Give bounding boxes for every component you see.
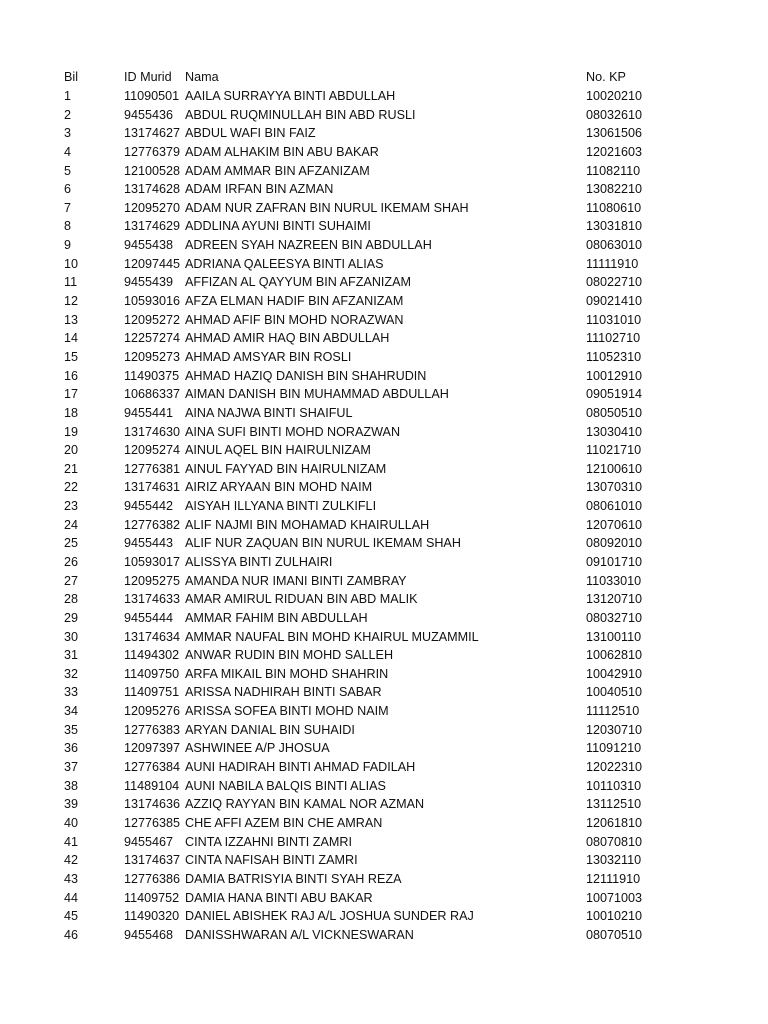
cell-bil: 38: [64, 778, 79, 793]
cell-bil: 16: [64, 368, 79, 383]
cell-id-murid: 12776386: [124, 871, 181, 886]
cell-no-kp: 13061506: [586, 126, 643, 141]
cell-id-murid: 12095272: [124, 312, 181, 327]
cell-no-kp: 11112510: [586, 704, 640, 719]
table-row: [0, 236, 768, 255]
cell-no-kp: 11102710: [586, 331, 641, 346]
cell-nama: CINTA NAFISAH BINTI ZAMRI: [185, 853, 358, 868]
cell-nama: ARISSA NADHIRAH BINTI SABAR: [185, 685, 382, 700]
cell-nama: DAMIA BATRISYIA BINTI SYAH REZA: [185, 871, 402, 886]
table-row: [0, 348, 768, 367]
table-row: [0, 590, 768, 609]
cell-id-murid: 11409751: [124, 685, 180, 700]
cell-no-kp: 10071003: [586, 890, 643, 905]
cell-id-murid: 13174634: [124, 629, 181, 644]
table-row: [0, 609, 768, 628]
cell-bil: 32: [64, 666, 79, 681]
cell-no-kp: 10012910: [586, 368, 643, 383]
header-row: [0, 68, 768, 87]
cell-bil: 6: [64, 182, 72, 197]
cell-bil: 3: [64, 126, 72, 141]
cell-bil: 1: [64, 89, 72, 103]
table-row: [0, 273, 768, 292]
cell-bil: 33: [64, 685, 79, 700]
cell-nama: ADAM IRFAN BIN AZMAN: [185, 182, 334, 197]
table-row: [0, 124, 768, 143]
table-row: [0, 833, 768, 852]
table-row: [0, 367, 768, 386]
table-row: [0, 217, 768, 236]
cell-no-kp: 08032610: [586, 107, 643, 122]
table-row: [0, 441, 768, 460]
table-row: [0, 311, 768, 330]
cell-id-murid: 11490320: [124, 909, 180, 924]
cell-bil: 22: [64, 480, 79, 495]
cell-bil: 42: [64, 853, 79, 868]
cell-nama: ADREEN SYAH NAZREEN BIN ABDULLAH: [185, 238, 432, 253]
table-row: [0, 87, 768, 106]
cell-bil: 36: [64, 741, 79, 756]
cell-nama: ARFA MIKAIL BIN MOHD SHAHRIN: [185, 666, 389, 681]
table-row: [0, 423, 768, 442]
cell-nama: ARISSA SOFEA BINTI MOHD NAIM: [185, 704, 389, 719]
table-row: [0, 889, 768, 908]
cell-nama: ANWAR RUDIN BIN MOHD SALLEH: [185, 648, 394, 663]
cell-nama: AUNI HADIRAH BINTI AHMAD FADILAH: [185, 760, 416, 775]
cell-nama: AIMAN DANISH BIN MUHAMMAD ABDULLAH: [185, 387, 449, 402]
cell-nama: ADAM AMMAR BIN AFZANIZAM: [185, 163, 370, 178]
cell-nama: AMMAR FAHIM BIN ABDULLAH: [185, 610, 368, 625]
cell-bil: 17: [64, 387, 79, 402]
cell-nama: DANISSHWARAN A/L VICKNESWARAN: [185, 927, 414, 942]
cell-id-murid: 9455468: [124, 927, 174, 942]
cell-nama: AUNI NABILA BALQIS BINTI ALIAS: [185, 778, 386, 793]
table-row: [0, 534, 768, 553]
cell-no-kp: 11033010: [586, 573, 642, 588]
cell-no-kp: 08070810: [586, 834, 643, 849]
cell-id-murid: 12095274: [124, 443, 181, 458]
cell-nama: AISYAH ILLYANA BINTI ZULKIFLI: [185, 499, 377, 514]
cell-id-murid: 9455436: [124, 107, 174, 122]
table-row: [0, 255, 768, 274]
cell-nama: DANIEL ABISHEK RAJ A/L JOSHUA SUNDER RAJ: [185, 909, 474, 924]
cell-nama: AINUL FAYYAD BIN HAIRULNIZAM: [185, 461, 387, 476]
table-row: [0, 143, 768, 162]
header-nama: Nama: [185, 70, 219, 84]
cell-id-murid: 11409750: [124, 666, 180, 681]
cell-id-murid: 12100528: [124, 163, 181, 178]
cell-bil: 45: [64, 909, 79, 924]
cell-bil: 35: [64, 722, 79, 737]
cell-bil: 2: [64, 107, 72, 122]
cell-bil: 19: [64, 424, 79, 439]
table-row: [0, 795, 768, 814]
cell-nama: AHMAD AFIF BIN MOHD NORAZWAN: [185, 312, 404, 327]
cell-bil: 28: [64, 592, 79, 607]
cell-id-murid: 12776385: [124, 815, 181, 830]
cell-no-kp: 12021603: [586, 144, 643, 159]
table-row: [0, 721, 768, 740]
cell-no-kp: 11080610: [586, 200, 642, 215]
cell-nama: ALIF NUR ZAQUAN BIN NURUL IKEMAM SHAH: [185, 536, 461, 551]
cell-id-murid: 9455444: [124, 610, 174, 625]
cell-nama: AIRIZ ARYAAN BIN MOHD NAIM: [185, 480, 373, 495]
cell-no-kp: 13120710: [586, 592, 643, 607]
table-row: [0, 628, 768, 647]
cell-no-kp: 12070610: [586, 517, 643, 532]
cell-no-kp: 10040510: [586, 685, 643, 700]
cell-bil: 25: [64, 536, 79, 551]
cell-nama: AFFIZAN AL QAYYUM BIN AFZANIZAM: [185, 275, 412, 290]
table-row: [0, 870, 768, 889]
cell-nama: ADDLINA AYUNI BINTI SUHAIMI: [185, 219, 371, 234]
cell-no-kp: 12100610: [586, 461, 643, 476]
table-row: [0, 665, 768, 684]
cell-no-kp: 12030710: [586, 722, 643, 737]
cell-nama: AAILA SURRAYYA BINTI ABDULLAH: [185, 89, 396, 103]
cell-bil: 5: [64, 163, 72, 178]
cell-bil: 31: [64, 648, 79, 663]
cell-id-murid: 13174629: [124, 219, 181, 234]
header-bil: Bil: [64, 70, 78, 84]
table-row: [0, 572, 768, 591]
cell-bil: 13: [64, 312, 79, 327]
table-row: [0, 553, 768, 572]
cell-bil: 18: [64, 405, 79, 420]
cell-id-murid: 12095275: [124, 573, 181, 588]
cell-no-kp: 10010210: [586, 909, 643, 924]
table-row: [0, 739, 768, 758]
cell-nama: ABDUL RUQMINULLAH BIN ABD RUSLI: [185, 107, 416, 122]
table-row: [0, 106, 768, 125]
table-row: [0, 460, 768, 479]
cell-id-murid: 12097445: [124, 256, 181, 271]
cell-bil: 12: [64, 294, 79, 309]
cell-bil: 29: [64, 610, 79, 625]
cell-bil: 44: [64, 890, 79, 905]
table-row: [0, 516, 768, 535]
cell-nama: DAMIA HANA BINTI ABU BAKAR: [185, 890, 373, 905]
cell-nama: ABDUL WAFI BIN FAIZ: [185, 126, 316, 141]
cell-id-murid: 12095270: [124, 200, 181, 215]
cell-no-kp: 11082110: [586, 163, 641, 178]
cell-no-kp: 11052310: [586, 349, 642, 364]
table-row: [0, 814, 768, 833]
cell-bil: 26: [64, 555, 79, 569]
header-no-kp: No. KP: [586, 70, 626, 84]
cell-bil: 11: [64, 275, 78, 290]
cell-id-murid: 13174637: [124, 853, 181, 868]
cell-no-kp: 12061810: [586, 815, 643, 830]
cell-id-murid: 13174627: [124, 126, 181, 141]
cell-no-kp: 08032710: [586, 610, 643, 625]
cell-id-murid: 9455442: [124, 499, 174, 514]
cell-id-murid: 9455438: [124, 238, 174, 253]
cell-no-kp: 13031810: [586, 219, 643, 234]
cell-id-murid: 9455439: [124, 275, 174, 290]
cell-id-murid: 13174630: [124, 424, 181, 439]
cell-bil: 27: [64, 573, 79, 588]
cell-id-murid: 11489104: [124, 778, 180, 793]
table-row: [0, 199, 768, 218]
cell-no-kp: 08063010: [586, 238, 643, 253]
cell-no-kp: 12111910: [586, 871, 641, 886]
cell-nama: CHE AFFI AZEM BIN CHE AMRAN: [185, 815, 383, 830]
cell-no-kp: 08022710: [586, 275, 643, 290]
cell-id-murid: 11409752: [124, 890, 180, 905]
cell-id-murid: 9455443: [124, 536, 174, 551]
cell-bil: 15: [64, 349, 79, 364]
cell-no-kp: 13112510: [586, 797, 642, 812]
cell-bil: 9: [64, 238, 72, 253]
cell-nama: AMMAR NAUFAL BIN MOHD KHAIRUL MUZAMMIL: [185, 629, 479, 644]
cell-bil: 41: [64, 834, 79, 849]
cell-no-kp: 09101710: [586, 555, 643, 569]
cell-no-kp: 13032110: [586, 853, 642, 868]
cell-id-murid: 11494302: [124, 648, 180, 663]
cell-id-murid: 12776381: [124, 461, 181, 476]
cell-bil: 24: [64, 517, 79, 532]
cell-nama: ADRIANA QALEESYA BINTI ALIAS: [185, 256, 384, 271]
cell-nama: AMANDA NUR IMANI BINTI ZAMBRAY: [185, 573, 407, 588]
cell-id-murid: 11490375: [124, 368, 180, 383]
table-row: [0, 777, 768, 796]
cell-nama: ADAM NUR ZAFRAN BIN NURUL IKEMAM SHAH: [185, 200, 469, 215]
cell-no-kp: 11021710: [586, 443, 642, 458]
cell-bil: 30: [64, 629, 79, 644]
cell-nama: AINA SUFI BINTI MOHD NORAZWAN: [185, 424, 401, 439]
cell-id-murid: 10593016: [124, 294, 181, 309]
table-row: [0, 907, 768, 926]
table-row: [0, 385, 768, 404]
cell-bil: 23: [64, 499, 79, 514]
cell-nama: ADAM ALHAKIM BIN ABU BAKAR: [185, 144, 379, 159]
cell-bil: 37: [64, 760, 79, 775]
table-row: [0, 329, 768, 348]
cell-nama: CINTA IZZAHNI BINTI ZAMRI: [185, 834, 352, 849]
cell-bil: 39: [64, 797, 79, 812]
cell-no-kp: 08050510: [586, 405, 643, 420]
cell-id-murid: 9455441: [124, 405, 174, 420]
cell-id-murid: 13174633: [124, 592, 181, 607]
table-row: [0, 683, 768, 702]
cell-id-murid: 9455467: [124, 834, 174, 849]
cell-id-murid: 12776383: [124, 722, 181, 737]
cell-bil: 4: [64, 144, 72, 159]
cell-no-kp: 11111910: [586, 256, 639, 271]
cell-nama: AMAR AMIRUL RIDUAN BIN ABD MALIK: [185, 592, 418, 607]
cell-bil: 21: [64, 461, 79, 476]
cell-id-murid: 13174628: [124, 182, 181, 197]
cell-no-kp: 11091210: [586, 741, 642, 756]
cell-id-murid: 13174636: [124, 797, 181, 812]
cell-nama: AINUL AQEL BIN HAIRULNIZAM: [185, 443, 371, 458]
table-row: [0, 646, 768, 665]
cell-no-kp: 13070310: [586, 480, 643, 495]
header-id-murid: ID Murid: [124, 70, 172, 84]
cell-id-murid: 11090501: [124, 89, 180, 103]
table-row: [0, 851, 768, 870]
cell-no-kp: 10042910: [586, 666, 643, 681]
cell-id-murid: 12257274: [124, 331, 181, 346]
cell-bil: 10: [64, 256, 79, 271]
cell-no-kp: 13030410: [586, 424, 643, 439]
cell-bil: 8: [64, 219, 72, 234]
cell-bil: 40: [64, 815, 79, 830]
table-row: [0, 497, 768, 516]
cell-id-murid: 12097397: [124, 741, 181, 756]
cell-nama: AFZA ELMAN HADIF BIN AFZANIZAM: [185, 294, 404, 309]
table-row: [0, 292, 768, 311]
cell-nama: AHMAD AMSYAR BIN ROSLI: [185, 349, 352, 364]
cell-no-kp: 09021410: [586, 294, 643, 309]
cell-id-murid: 10686337: [124, 387, 181, 402]
cell-bil: 7: [64, 200, 72, 215]
cell-no-kp: 11031010: [586, 312, 642, 327]
table-row: [0, 162, 768, 181]
cell-no-kp: 10020210: [586, 89, 643, 103]
table-row: [0, 758, 768, 777]
cell-no-kp: 09051914: [586, 387, 643, 402]
cell-no-kp: 13100110: [586, 629, 642, 644]
cell-id-murid: 10593017: [124, 555, 181, 569]
cell-id-murid: 12776384: [124, 760, 181, 775]
cell-nama: AZZIQ RAYYAN BIN KAMAL NOR AZMAN: [185, 797, 425, 812]
cell-bil: 43: [64, 871, 79, 886]
table-row: [0, 926, 768, 945]
cell-id-murid: 12776379: [124, 144, 181, 159]
cell-nama: AHMAD AMIR HAQ BIN ABDULLAH: [185, 331, 390, 346]
cell-nama: ALISSYA BINTI ZULHAIRI: [185, 555, 333, 569]
cell-bil: 46: [64, 927, 79, 942]
cell-id-murid: 12776382: [124, 517, 181, 532]
table-row: [0, 404, 768, 423]
cell-no-kp: 13082210: [586, 182, 643, 197]
cell-no-kp: 08070510: [586, 927, 643, 942]
cell-no-kp: 10110310: [586, 778, 642, 793]
cell-bil: 14: [64, 331, 79, 346]
table-row: [0, 478, 768, 497]
cell-no-kp: 08061010: [586, 499, 643, 514]
cell-nama: ASHWINEE A/P JHOSUA: [185, 741, 330, 756]
table-row: [0, 180, 768, 199]
cell-no-kp: 12022310: [586, 760, 643, 775]
cell-nama: AHMAD HAZIQ DANISH BIN SHAHRUDIN: [185, 368, 427, 383]
cell-nama: AINA NAJWA BINTI SHAIFUL: [185, 405, 353, 420]
cell-nama: ARYAN DANIAL BIN SUHAIDI: [185, 722, 355, 737]
cell-no-kp: 08092010: [586, 536, 643, 551]
cell-id-murid: 12095276: [124, 704, 181, 719]
cell-bil: 20: [64, 443, 79, 458]
cell-no-kp: 10062810: [586, 648, 643, 663]
cell-id-murid: 12095273: [124, 349, 181, 364]
cell-id-murid: 13174631: [124, 480, 181, 495]
cell-bil: 34: [64, 704, 79, 719]
cell-nama: ALIF NAJMI BIN MOHAMAD KHAIRULLAH: [185, 517, 430, 532]
table-row: [0, 702, 768, 721]
